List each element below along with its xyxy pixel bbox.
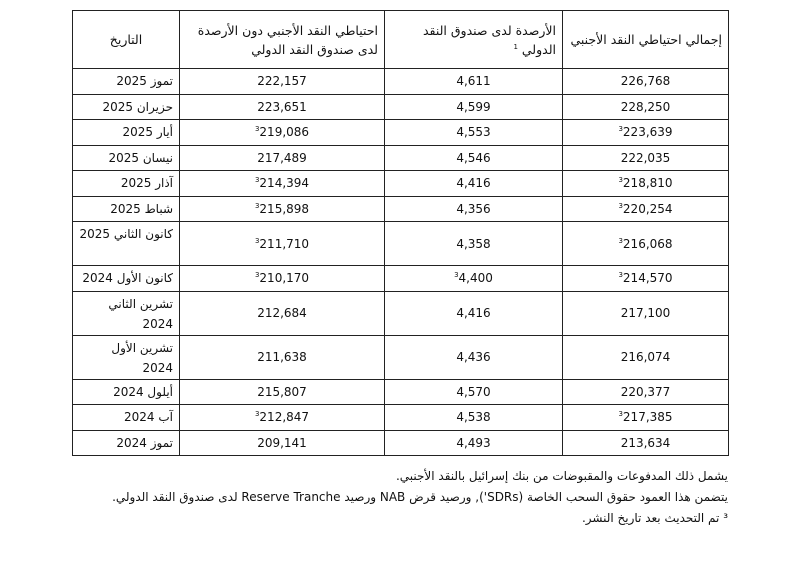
footnote-2: يتضمن هذا العمود حقوق السحب الخاصة (SDRs'), ورصيد قرض NAB ورصيد Reserve Tranche لدى صندوق النقد الدولي. — [112, 490, 728, 504]
footnote-marker: 3 — [618, 410, 623, 419]
header-imf-balances — [385, 11, 563, 69]
row-total-cell — [563, 171, 729, 197]
row-imf-cell — [385, 379, 563, 405]
row-value: 212,847 — [259, 410, 310, 425]
document-page — [72, 10, 728, 456]
header-reserves-ex-imf-label: احتياطي النقد الأجنبي دون الأرصدة لدى صندوق النقد الدولي — [197, 22, 378, 57]
row-total-cell — [563, 379, 729, 405]
row-imf-cell — [385, 291, 563, 335]
row-value: 4,436 — [456, 350, 491, 364]
row-ex-imf-cell — [180, 171, 385, 197]
row-ex-imf-cell — [180, 94, 385, 120]
row-total-cell — [563, 430, 729, 456]
footnote-marker: 3 — [618, 271, 623, 280]
row-value: 223,651 — [257, 99, 307, 114]
row-value: 219,086 — [259, 125, 310, 140]
header-reserves-ex-imf — [180, 11, 385, 69]
row-imf-cell — [385, 430, 563, 456]
row-date: حزيران 2025 — [73, 94, 180, 120]
row-value: 209,141 — [257, 435, 307, 450]
row-date: تشرين الأول 2024 — [73, 335, 180, 379]
row-value: 4,599 — [456, 99, 491, 114]
row-date: كانون الثاني 2025 — [73, 222, 180, 266]
row-value: 216,068 — [622, 236, 673, 251]
row-value: 211,638 — [257, 350, 307, 364]
row-total-cell — [563, 69, 729, 95]
row-total-cell — [563, 222, 729, 266]
row-value: 215,898 — [259, 201, 310, 216]
row-value: 213,634 — [620, 435, 671, 450]
row-value: 216,074 — [620, 350, 671, 364]
table-row — [73, 379, 729, 405]
row-total-cell — [563, 405, 729, 431]
row-total-cell — [563, 335, 729, 379]
row-imf-cell — [385, 335, 563, 379]
row-ex-imf-cell — [180, 335, 385, 379]
row-value: 218,810 — [622, 176, 673, 191]
row-value: 226,768 — [620, 74, 671, 89]
row-date: أيار 2025 — [73, 120, 180, 146]
row-date: نيسان 2025 — [73, 145, 180, 171]
header-imf-balances-label: الأرصدة لدى صندوق النقد الدولي — [422, 22, 556, 57]
row-total-cell — [563, 291, 729, 335]
row-value: 211,710 — [259, 236, 310, 251]
row-ex-imf-cell — [180, 145, 385, 171]
table-row — [73, 291, 729, 335]
row-value: 212,684 — [257, 306, 307, 320]
row-total-cell — [563, 94, 729, 120]
row-date: كانون الأول 2024 — [73, 266, 180, 292]
row-value: 223,639 — [622, 125, 673, 140]
row-value: 220,377 — [620, 384, 671, 399]
table-row — [73, 266, 729, 292]
table-row — [73, 222, 729, 266]
header-date-label: التاريخ — [109, 32, 143, 47]
row-value: 4,553 — [456, 125, 491, 140]
row-ex-imf-cell — [180, 222, 385, 266]
header-date — [73, 11, 180, 69]
table-row — [73, 94, 729, 120]
row-imf-cell — [385, 196, 563, 222]
footnote-marker: 3 — [618, 125, 623, 134]
header-row — [73, 11, 729, 69]
row-date: أيلول 2024 — [73, 379, 180, 405]
row-value: 4,416 — [456, 306, 491, 320]
row-total-cell — [563, 120, 729, 146]
table-row — [73, 430, 729, 456]
row-value: 222,157 — [257, 74, 307, 89]
row-value: 214,394 — [259, 176, 310, 191]
header-total-reserves-label: إجمالي احتياطي النقد الأجنبي — [570, 32, 722, 47]
row-value: 4,400 — [458, 271, 493, 286]
row-ex-imf-cell — [180, 266, 385, 292]
table-row — [73, 405, 729, 431]
row-date: آذار 2025 — [73, 171, 180, 197]
footnote-marker: 3 — [254, 410, 260, 419]
row-value: 210,170 — [259, 271, 310, 286]
row-value: 220,254 — [622, 201, 673, 216]
row-value: 4,493 — [456, 435, 491, 450]
footnote-marker: 3 — [254, 201, 260, 210]
row-value: 222,035 — [620, 150, 671, 165]
row-ex-imf-cell — [180, 405, 385, 431]
table-row — [73, 196, 729, 222]
row-imf-cell — [385, 145, 563, 171]
row-value: 4,538 — [456, 410, 491, 425]
table-row — [73, 145, 729, 171]
table-row — [73, 335, 729, 379]
row-value: 4,358 — [456, 236, 491, 251]
row-value: 4,611 — [456, 74, 491, 89]
footnote-1: يشمل ذلك المدفوعات والمقبوضات من بنك إسرائيل بالنقد الأجنبي. — [395, 469, 728, 483]
table-row — [73, 120, 729, 146]
footnote-marker: 3 — [254, 236, 260, 245]
footnote-marker: 3 — [254, 271, 260, 280]
row-imf-cell — [385, 405, 563, 431]
row-imf-cell — [385, 120, 563, 146]
table-row — [73, 171, 729, 197]
row-value: 4,356 — [456, 201, 491, 216]
row-date: تموز 2024 — [73, 430, 180, 456]
row-value: 214,570 — [622, 271, 673, 286]
table-row — [73, 69, 729, 95]
footnote-marker: 3 — [254, 176, 260, 185]
row-ex-imf-cell — [180, 120, 385, 146]
row-ex-imf-cell — [180, 430, 385, 456]
header-total-reserves — [563, 11, 729, 69]
table-body — [73, 69, 729, 456]
row-value: 215,807 — [257, 384, 307, 399]
row-date: شباط 2025 — [73, 196, 180, 222]
row-total-cell — [563, 196, 729, 222]
row-ex-imf-cell — [180, 379, 385, 405]
row-value: 4,416 — [456, 176, 491, 191]
footnote-marker: 3 — [454, 271, 459, 280]
row-imf-cell — [385, 222, 563, 266]
row-ex-imf-cell — [180, 291, 385, 335]
row-value: 4,570 — [456, 384, 491, 399]
footnote-marker: 3 — [254, 125, 260, 134]
footnote-marker: 3 — [618, 236, 623, 245]
row-ex-imf-cell — [180, 196, 385, 222]
footnote-marker: 3 — [618, 201, 623, 210]
row-imf-cell — [385, 94, 563, 120]
footnote-marker: 1 — [513, 42, 518, 51]
row-value: 4,546 — [456, 150, 491, 165]
footnote-3: ³ تم التحديث بعد تاريخ النشر. — [581, 511, 728, 525]
row-ex-imf-cell — [180, 69, 385, 95]
fx-reserves-table — [72, 10, 729, 456]
row-total-cell — [563, 145, 729, 171]
row-date: آب 2024 — [73, 405, 180, 431]
row-imf-cell — [385, 69, 563, 95]
row-value: 217,100 — [620, 306, 671, 320]
row-value: 217,489 — [257, 150, 307, 165]
row-value: 217,385 — [622, 410, 673, 425]
row-date: تشرين الثاني 2024 — [73, 291, 180, 335]
row-value: 228,250 — [620, 99, 671, 114]
footnote-marker: 3 — [618, 176, 623, 185]
row-imf-cell — [385, 171, 563, 197]
row-date: تموز 2025 — [73, 69, 180, 95]
footnotes — [72, 466, 728, 529]
row-total-cell — [563, 266, 729, 292]
row-imf-cell — [385, 266, 563, 292]
